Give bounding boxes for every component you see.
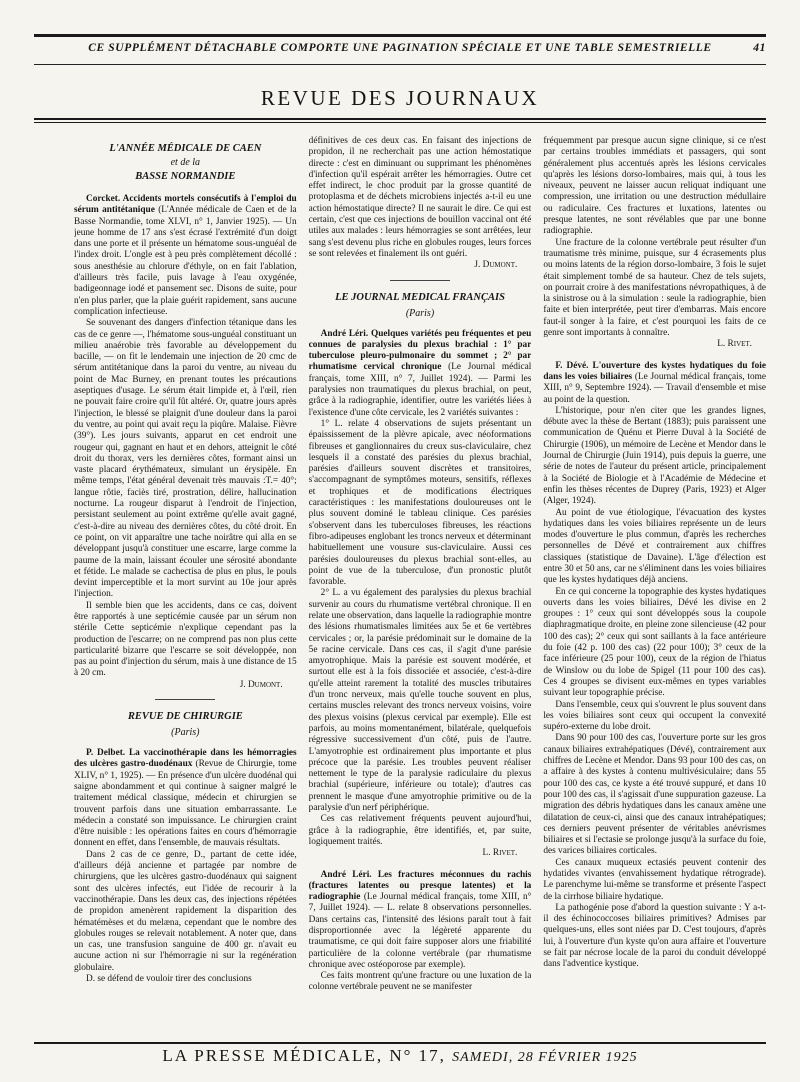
- article-paragraph: Se souvenant des dangers d'infection tétanique dans les cas de ce genre —, l'hématome sous-unguéal constituant un milieu anaérobie très favorable au développement du bacille, — on fit le lendemain une injection de 20 cmc de sérum antitétanique dans la paroi du ventre, au niveau du point de Mac Burney, en prenant toutes les précautions aseptiques d'usage. Le sérum était limpide et, à l'œil, rien ne pouvait faire croire qu'il fût altéré. Or, quatre jours après l'injection, le blessé se plaignit d'une douleur dans la paroi du ventre, au point qui avait reçu la piqûre. Malaise. Fièvre (39°). Les jours suivants, apparut en cet endroit une rougeur qui, gagnant en haut et en dehors, atteignit le côté droit du thorax, vers les dernières côtes, formant ainsi un vaste placard érythémateux, simulant un érysipèle. En même temps, l'état général devenait très mauvais :T.= 40°; langue rôtie, faciès tiré, prostration, délire, hallucination nocturne. La rougeur disparut à l'endroit de l'injection, persistant seulement au point extrême qu'elle avait gagné, c'est-à-dire au niveau des dernières côtes, du côté droit. En ce point, on vit apparaître une tache noirâtre qui alla en se développant jusqu'à constituer une escarre, large comme la paume de la main, laissant écouler une sérosité abondante et fétide. Le malade se cachectisa de plus en plus, le pouls devint imperceptible et la mort survint au 10e jour après l'injection.: [74, 318, 297, 600]
- article-paragraph: Il semble bien que les accidents, dans ce cas, doivent être rapportés à une septicémie causée par un sérum non stérile Cette septicémie n'explique cependant pas la production de l'escarre; on ne comprend pas non plus cette particularité bizarre que l'escarre se soit développée, non pas au point d'injection du sérum, mais à une distance de 15 à 20 cm.: [74, 600, 297, 679]
- footer-rule: [34, 1042, 766, 1044]
- article-paragraph: Dans l'ensemble, ceux qui s'ouvrent le plus souvent dans les voies biliaires sont ceux qui occupent la convexité supéro-externe du lobe droit.: [543, 699, 767, 733]
- article-signature: J. Dumont.: [239, 679, 283, 690]
- section-subtitle: (Paris): [171, 727, 200, 739]
- running-head-text: CE SUPPLÉMENT DÉTACHABLE COMPORTE UNE PAGINATION SPÉCIALE ET UNE TABLE SEMESTRIELLE: [88, 42, 712, 54]
- article-paragraph: P. Delbet. La vaccinothérapie dans les hémorragies des ulcères gastro-duodénaux (Revue de Chirurgie, tome XLIV, n° 1, 1925). — En présence d'un ulcère duodénal qui saigne abondamment et qui continue à saigner malgré le traitement médical classique, médecin et chirurgien se trouvent parfois dans une situation embarrassante. Le médecin a constaté son impuissance. Le chirurgien craint d'être nuisible : les opérations faites en cours d'hémorragie donnent en effet, dans l'ensemble, de mauvais résultats.: [74, 748, 297, 849]
- top-rule: [34, 34, 766, 37]
- head-rule: [34, 64, 766, 65]
- section-divider: [155, 699, 215, 700]
- article-paragraph: D. se défend de vouloir tirer des conclusions: [86, 974, 252, 984]
- section-title: REVUE DE CHIRURGIE: [127, 711, 243, 723]
- article-lead: André Léri. Quelques variétés peu fréquentes et peu connues de paralysies du plexus brachial : 1° par tuberculose pleuro-pulmonaire du sommet ; 2° par rhumatisme cervical chronique: [308, 328, 532, 373]
- column-3: [543, 136, 766, 1036]
- article-lead: F. Dévé. L'ouverture des kystes hydatiques du foie dans les voies biliaires: [543, 360, 767, 382]
- article-paragraph: Ces faits montrent qu'une fracture ou une luxation de la colonne vertébrale peuvent ne se manifester: [308, 971, 532, 993]
- footer: [34, 1046, 766, 1066]
- article-lead: André Léri. Les fractures méconnues du rachis (fractures latentes ou presque latentes) et la radiographie: [308, 869, 532, 903]
- page-number: 41: [753, 42, 766, 54]
- footer-journal: LA PRESSE MÉDICALE, N° 17,: [162, 1046, 446, 1065]
- article-paragraph: André Léri. Les fractures méconnues du rachis (fractures latentes ou presque latentes) et la radiographie (Le Journal médical français, tome XIII, n° 7, Juillet 1924). — L. relate 8 observations personnelles. Dans certains cas, l'intensité des lésions paraît tout à fait disproportionnée avec la légèreté apparente du traumatisme, ce qui doit faire supposer alors une friabilité particulière de la colonne vertébrale (par rhumatisme chronique avec ostéoporose par exemple).: [308, 869, 532, 970]
- article-paragraph: Au point de vue étiologique, l'évacuation des kystes hydatiques dans les voies biliaires représente un de leurs modes d'ouverture le plus commun, d'après les recherches personnelles de Dévé et contrairement aux chiffres classiques (statistique de Davaine). L'âge d'élection est entre 30 et 50 ans, car ne s'éliminent dans les voies biliaires que les kystes hydatiques déjà anciens.: [543, 507, 767, 586]
- running-head: [34, 42, 766, 58]
- article-paragraph: Dans 90 pour 100 des cas, l'ouverture porte sur les gros canaux biliaires extrahépatiques (Dévé), contrairement aux chiffres de Lecène et Mendor. Dans 93 pour 100 des cas, on a affaire à des kystes à contenu multivésiculaire; dans 55 pour 100 des cas, ce kyste a été trouvé suppuré, et dans 10 pour 100 des cas, il s'agissait d'une suppuration gazeuse. La migration des débris hydatiques dans les canaux amène une dilatation de ceux-ci, ainsi que des canaux intrahépatiques; ces derniers peuvent présenter de véritables anévrismes biliaires et si l'ectasie se prolonge jusqu'à la surface du foie, des varices biliaires corticales.: [543, 733, 767, 857]
- article-paragraph: En ce qui concerne la topographie des kystes hydatiques ouverts dans les voies biliaires, Dévé les divise en 2 groupes : 1° ceux qui sont développés sous la coupole diaphragmatique droite, en pleine zone silencieuse (42 pour 100 des cas); 2° ceux qui sont saillants à la face antérieure du foie (42 p. 100 des cas) (22 pour 100); 3° ceux de la face inférieure (25 pour 100), ceux de la région de l'hiatus de Winslow ou du lobe de Spigel (11 pour 100 des cas). Ces 4 groupes se divisent eux-mêmes en types variables suivant leur topographie précise.: [543, 586, 767, 699]
- section-title-connector: et de la: [170, 157, 201, 168]
- article-paragraph: L'historique, pour n'en citer que les grandes lignes, débute avec la thèse de Bertant (1883); puis paraissent une communication de Quénu et Pierre Duval à la Société de Chirurgie (1906), un mémoire de Lecène et Mendor dans le Journal de Chirurgie (Juin 1914), puis depuis la guerre, une série de notes de l'auteur du présent article, principalement à la Société de Biologie et à l'Académie de Médecine et enfin les thèses récentes de Duprey (Paris, 1923) et Alger (Alger, 1924).: [543, 405, 767, 507]
- article-paragraph: Ces canaux muqueux ectasiés peuvent contenir des hydatides vivantes (envahissement hydatique rétrograde). Le parenchyme lui-même se transforme et présente l'aspect de la cirrhose biliaire hydatique.: [543, 857, 767, 902]
- footer-date: SAMEDI, 28 FÉVRIER 1925: [452, 1050, 638, 1065]
- section-divider: [390, 280, 450, 281]
- article-paragraph: Corcket. Accidents mortels consécutifs à l'emploi du sérum antitétanique (L'Année médicale de Caen et de la Basse Normandie, tome XLVI, n° 1, Janvier 1925). — Un jeune homme de 17 ans s'est écrasé l'extrémité d'un doigt dans une porte et il présente un hématome sous-unguéal de l'index droit. L'ongle est à peu près complètement décollé : sous anesthésie au chlorure d'éthyle, on en fait l'ablation, d'ailleurs très facile, puis lavage à l'eau oxygénée, badigeonnage iodé et pansement sec. Disons de suite, pour n'en plus parler, que la plaie guérit rapidement, sans aucune complication infectieuse.: [74, 194, 297, 317]
- section-title: LE JOURNAL MEDICAL FRANÇAIS: [335, 291, 505, 303]
- article-paragraph: F. Dévé. L'ouverture des kystes hydatiques du foie dans les voies biliaires (Le Journal médical français, tome XIII, n° 9, Septembre 1924). — Travail d'ensemble et mise au point de la question.: [543, 360, 767, 405]
- article-signature: L. Rivet.: [717, 339, 753, 350]
- article-paragraph: Ces cas relativement fréquents peuvent aujourd'hui, grâce à la radiographie, être identifiés, et, par suite, logiquement traités.: [308, 814, 532, 847]
- article-signature: J. Dumont.: [474, 260, 518, 271]
- masthead-rule-thin: [34, 122, 766, 123]
- section-title: L'ANNÉE MÉDICALE DE CAEN: [109, 143, 262, 154]
- section-title: BASSE NORMANDIE: [135, 171, 236, 182]
- article-lead: Corcket. Accidents mortels consécutifs à l'emploi du sérum antitétanique: [74, 194, 297, 216]
- article-paragraph: André Léri. Quelques variétés peu fréquentes et peu connues de paralysies du plexus brachial : 1° par tuberculose pleuro-pulmonaire du sommet ; 2° par rhumatisme cervical chronique (Le Journal médical français, tome XIII, n° 7, Juillet 1924). — Parmi les paralysies non traumatiques du plexus brachial, on peut, grâce à la radiographie, identifier, outre les variétés liées à l'existence d'une côte cervicale, les 2 variétés suivantes :: [308, 328, 532, 418]
- article-paragraph: 2° L. a vu également des paralysies du plexus brachial survenir au cours du rhumatisme vertébral chronique. Il en relate une observation, dans laquelle la radiographie montre des lésions rhumatismales limitées aux 5e et 6e vertèbres cervicales ; or, la parésie prédominait sur le domaine de la 5e racine cervicale. Dans ces cas, il s'agit d'une parésie amyotrophique. Mais la parésie est souvent modérée, et surtout elle est à la fois dissociée et associée, c'est-à-dire qu'elle atteint rarement la totalité des muscles tributaires d'un tronc nerveux, mais qu'elle touche souvent en plus, certains muscles relevant des troncs nerveux voisins, voire des plexus voisins (plexus cervical par exemple). Elle est parfois, au moins momentanément, bilatérale, quelquefois régressive successivement d'un côté, puis de l'autre. L'amyotrophie est ordinairement plus importante et plus précoce que la parésie. Les troubles peuvent réaliser nettement le type de la paralysie radiculaire du plexus brachial (supérieure, inférieure ou totale); d'autres cas prennent le masque d'une amyotrophie primitive ou de la paralysie d'un nerf périphérique.: [308, 588, 532, 814]
- article-paragraph: 1° L. relate 4 observations de sujets présentant un épaississement de la plèvre apicale, avec néoformations fibreuses et ganglionnaires du creux sus-claviculaire, chez lesquels il a constaté des parésies du plexus brachial, parésies d'ailleurs souvent discrètes et transitoires, s'accompagnant de symptômes moteurs, sensitifs, réflexes et trophiques et de modifications électriques caractéristiques : les manifestations douloureuses ont le plus souvent dominé le tableau clinique. Ces parésies s'observent dans les tuberculoses fibreuses, les réactions fibro-adipeuses englobant les troncs nerveux et déterminant habituellement une vousure sus-claviculaire. Aussi ces parésies douloureuses du plexus brachial sont-elles, au point de vue de la tuberculose, d'un pronostic plutôt favorable.: [308, 418, 532, 588]
- masthead-title: REVUE DES JOURNAUX: [260, 86, 540, 110]
- article-paragraph: Une fracture de la colonne vertébrale peut résulter d'un traumatisme très minime, puisque, sur 4 écrasements plus ou moins latents de la région dorso-lombaire, 3 fois le sujet était simplement tombé de sa hauteur. Chez de tels sujets, on pourrait croire à des manifestations névropathiques, à de la sinistrose ou à la simulation : seule la radiographie, bien faite et bien interprétée, peut tirer d'embarras. Mais encore faut-il songer à la faire, et c'est pourquoi les faits de ce genre sont importants à connaître.: [543, 237, 767, 339]
- masthead-rule: [34, 118, 766, 120]
- article-columns: [74, 136, 766, 1036]
- column-1: [74, 136, 297, 1036]
- article-paragraph: Dans 2 cas de ce genre, D., partant de cette idée, d'ailleurs déjà ancienne et partagée par nombre de chirurgiens, que les ulcères gastro-duodénaux qui saignent sont des ulcères infectés, eut l'idée de recourir à la vaccinothérapie. Dans les deux cas, des injections répétées de propidon amenèrent rapidement la disparition des hématémèses et du melæna, cependant que le nombre des globules rouges se relevait notablement. A noter que, dans un cas, une transfusion sanguine de 400 gr. n'avait eu aucune action ni sur l'hémorragie ni sur la regénération globulaire.: [74, 849, 297, 973]
- article-paragraph: fréquemment par presque aucun signe clinique, si ce n'est par certains troubles immédiats et passagers, qui sont généralement plus accentués après les lésions cervicales qu'après les lésions dorso-lombaires, mais qui, à tous les niveaux, peuvent ne laisser aucun reliquat indiquant une compression, une irritation ou une destruction médullaire ou radiculaire. Ces fractures et luxations, latentes ou presque latentes, ne sont révélables que par une bonne radiographie.: [543, 136, 767, 237]
- article-signature: L. Rivet.: [482, 848, 518, 859]
- article-lead: P. Delbet. La vaccinothérapie dans les hémorragies des ulcères gastro-duodénaux: [74, 748, 297, 770]
- section-subtitle: (Paris): [405, 307, 435, 319]
- article-paragraph: définitives de ces deux cas. En faisant des injections de propidon, il ne recherchait pas une action hémostatique directe : c'est en diminuant ou supprimant les phénomènes d'infection qu'il espérait arrêter les hémorragies. Outre cet effet indirect, le choc produit par la grosse quantité de protoplasma et de déchets microbiens injectés a-t-il eu une action hémostatique directe? Il ne saurait le dire. Ce qui est certain, c'est que ces injections de bouillon vaccinal ont été utiles aux malades : leurs hémorragies se sont arrêtées, leur sang s'est devenu plus riche en globules rouges, leurs forces se sont relevées et finalement ils ont guéri.: [308, 136, 532, 259]
- column-2: [309, 136, 532, 1036]
- article-paragraph: La pathogénie pose d'abord la question suivante : Y a-t-il des échinococcoses biliaires primitives? Admises par quelques-uns, elles sont niées par D. C'est toujours, d'après lui, à l'ouverture d'un kyste qu'on aura affaire et l'ouverture se fait par nécrose locale de la paroi du conduit développé dans l'adventice kystique.: [543, 902, 767, 970]
